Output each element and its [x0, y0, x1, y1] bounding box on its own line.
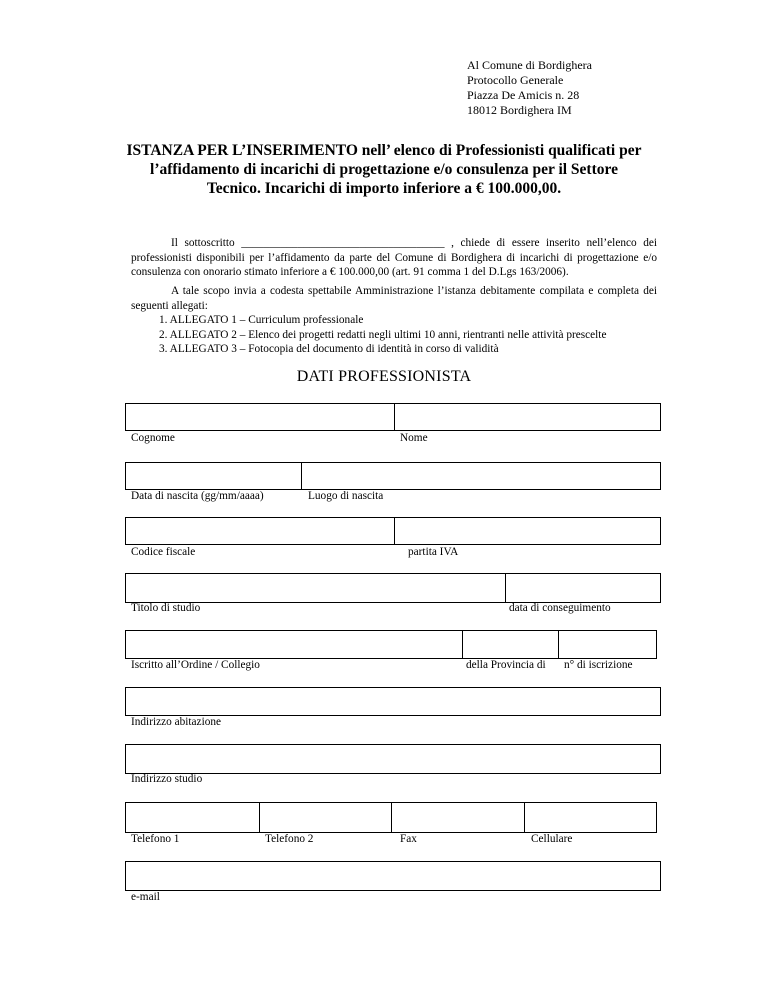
n-iscrizione-input[interactable] [558, 630, 657, 659]
n-iscrizione-label: n° di iscrizione [564, 659, 633, 671]
email-input[interactable] [125, 861, 661, 891]
telefono1-label: Telefono 1 [131, 833, 180, 845]
attachments-intro-text: A tale scopo invia a codesta spettabile Amministrazione l’istanza debitamente compilata e completa dei seguenti allegati: [131, 285, 657, 312]
telefono2-input[interactable] [259, 802, 392, 833]
indirizzo-abitazione-input[interactable] [125, 687, 661, 716]
titolo-studio-input[interactable] [125, 573, 506, 603]
cognome-label: Cognome [131, 432, 175, 444]
recipient-line: Piazza De Amicis n. 28 [467, 88, 580, 102]
ordine-label: Iscritto all’Ordine / Collegio [131, 659, 260, 671]
data-nascita-input[interactable] [125, 462, 302, 490]
provincia-input[interactable] [462, 630, 559, 659]
luogo-nascita-input[interactable] [301, 462, 661, 490]
titolo-studio-label: Titolo di studio [131, 602, 201, 614]
codice-fiscale-input[interactable] [125, 517, 395, 545]
nome-label: Nome [400, 432, 428, 444]
declaration-paragraph [131, 236, 657, 280]
data-conseguimento-input[interactable] [505, 573, 661, 603]
attachment-item: 1. ALLEGATO 1 – Curriculum professionale [159, 314, 364, 326]
email-label: e-mail [131, 891, 160, 903]
telefono2-label: Telefono 2 [265, 833, 314, 845]
attachments-list [159, 313, 606, 357]
partita-iva-input[interactable] [394, 517, 661, 545]
luogo-nascita-label: Luogo di nascita [308, 490, 384, 502]
title-line: Tecnico. Incarichi di importo inferiore a € 100.000,00. [206, 180, 562, 197]
recipient-address [467, 58, 592, 118]
recipient-line: 18012 Bordighera IM [467, 103, 572, 117]
nome-input[interactable] [394, 403, 661, 431]
declaration-text: Il sottoscritto ____________________________________ , chiede di essere inserito nell’elenco dei professionisti disponibili per l’affidamento da parte del Comune di Bordighera di incarichi di progettazione e/o consulenza con onorario stimato inferiore a € 100.000,00 (art. 91 comma 1 del D.Lgs 163/2006). [131, 237, 657, 278]
cellulare-label: Cellulare [531, 833, 573, 845]
data-conseguimento-label: data di conseguimento [509, 602, 611, 614]
document-title [120, 141, 648, 198]
title-line: l’affidamento di incarichi di progettazione e/o consulenza per il Settore [150, 161, 618, 178]
indirizzo-studio-input[interactable] [125, 744, 661, 774]
indirizzo-studio-label: Indirizzo studio [131, 773, 203, 785]
cognome-input[interactable] [125, 403, 395, 431]
recipient-line: Protocollo Generale [467, 73, 564, 87]
fax-label: Fax [400, 833, 417, 845]
indirizzo-abitazione-label: Indirizzo abitazione [131, 716, 222, 728]
telefono1-input[interactable] [125, 802, 260, 833]
attachment-item: 2. ALLEGATO 2 – Elenco dei progetti redatti negli ultimi 10 anni, rientranti nelle attività prescelte [159, 328, 607, 341]
cellulare-input[interactable] [524, 802, 657, 833]
data-nascita-label: Data di nascita (gg/mm/aaaa) [131, 490, 264, 502]
partita-iva-label: partita IVA [408, 546, 459, 558]
title-line: ISTANZA PER L’INSERIMENTO nell’ elenco di Professionisti qualificati per [126, 142, 642, 159]
codice-fiscale-label: Codice fiscale [131, 546, 196, 558]
attachment-item: 3. ALLEGATO 3 – Fotocopia del documento di identità in corso di validità [159, 343, 499, 355]
recipient-line: Al Comune di Bordighera [467, 58, 592, 72]
attachments-intro-paragraph [131, 284, 657, 313]
fax-input[interactable] [391, 802, 525, 833]
provincia-label: della Provincia di [466, 659, 546, 671]
ordine-input[interactable] [125, 630, 463, 659]
section-title: DATI PROFESSIONISTA [296, 368, 472, 385]
